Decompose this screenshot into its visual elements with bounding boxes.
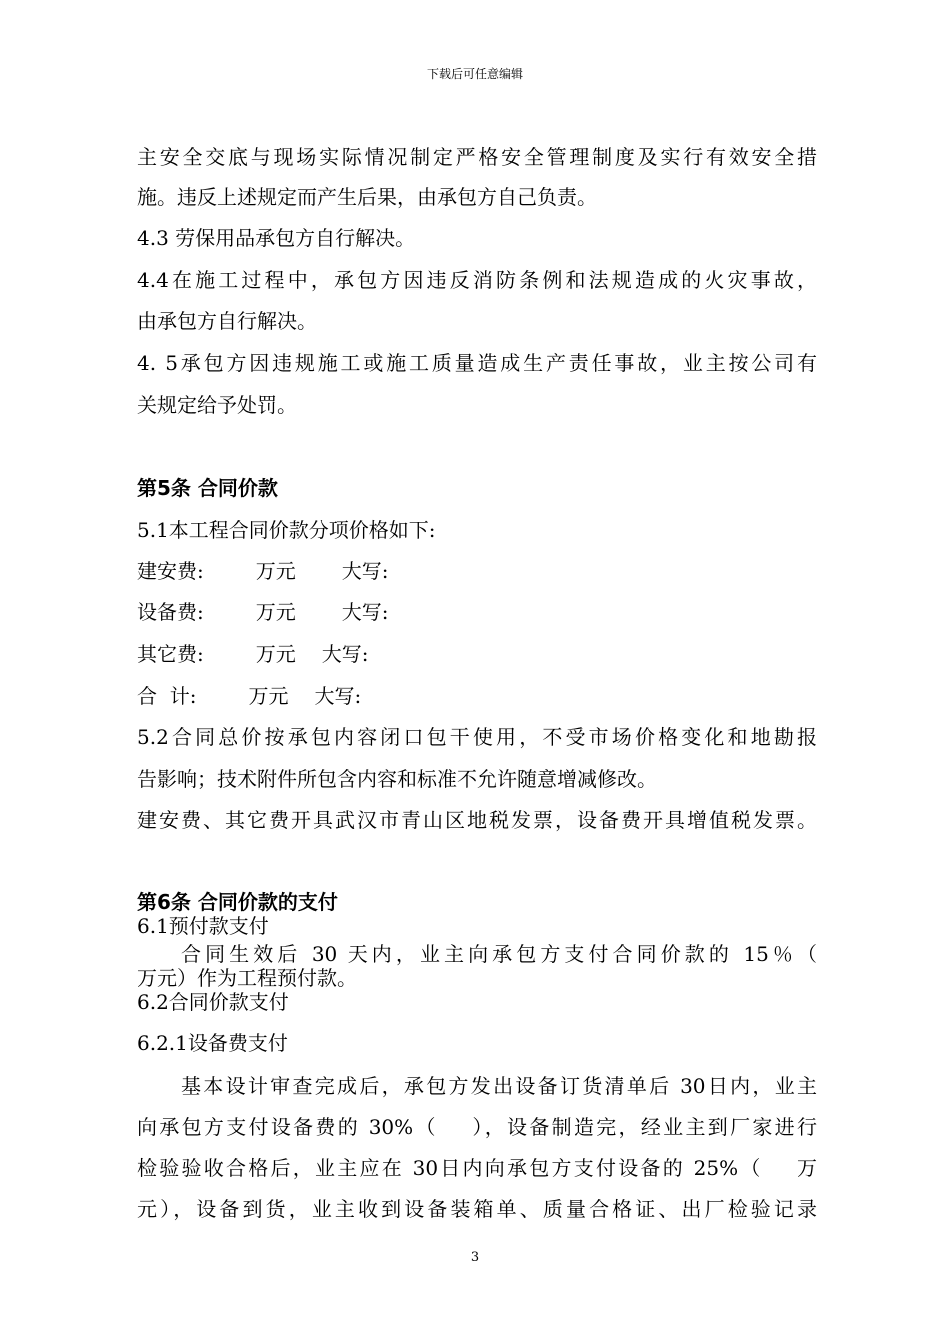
- invoice-note: 建安费、其它费开具武汉市青山区地税发票，设备费开具增值税发票。: [137, 808, 817, 832]
- paragraph-line: 检验验收合格后，业主应在 30日内向承包方支付设备的 25%（ 万: [137, 1156, 817, 1180]
- paragraph-line: 万元）作为工程预付款。: [137, 966, 357, 990]
- fee-label: 建安费:: [137, 559, 204, 583]
- fee-unit: 万元: [248, 684, 289, 708]
- clause-6-1: 6.1预付款支付: [137, 914, 269, 938]
- fee-unit: 万元: [255, 642, 296, 666]
- fee-caps: 大写:: [314, 684, 362, 708]
- page-number: 3: [470, 1250, 480, 1265]
- fee-row-equipment: [137, 598, 389, 626]
- fee-row-construction: [137, 557, 389, 585]
- clause-4-5: 4. 5承包方因违规施工或施工质量造成生产责任事故，业主按公司有: [137, 351, 817, 375]
- paragraph-line: 向承包方支付设备费的 30%（ ），设备制造完，经业主到厂家进行: [137, 1115, 817, 1139]
- fee-row-total: [137, 682, 361, 710]
- clause-4-3: 4.3 劳保用品承包方自行解决。: [137, 226, 416, 250]
- clause-4-4: 4.4在施工过程中，承包方因违反消防条例和法规造成的火灾事故，: [137, 268, 817, 292]
- fee-unit: 万元: [255, 559, 296, 583]
- paragraph-line: 关规定给予处罚。: [137, 393, 297, 417]
- clause-6-2: 6.2合同价款支付: [137, 990, 289, 1014]
- clause-5-2: 5.2合同总价按承包内容闭口包干使用，不受市场价格变化和地勘报: [137, 725, 817, 749]
- clause-6-2-1: 6.2.1设备费支付: [137, 1031, 288, 1055]
- fee-row-other: [137, 640, 369, 668]
- paragraph-line: 元），设备到货，业主收到设备装箱单、质量合格证、出厂检验记录: [137, 1197, 817, 1221]
- paragraph-line: 基本设计审查完成后，承包方发出设备订货清单后 30日内，业主: [181, 1074, 817, 1098]
- fee-label: 其它费:: [137, 642, 204, 666]
- fee-caps: 大写:: [321, 642, 369, 666]
- section-heading-5: 第5条 合同价款: [137, 476, 278, 500]
- clause-5-1: 5.1本工程合同价款分项价格如下:: [137, 518, 436, 542]
- page-header: 下载后可任意编辑: [426, 67, 523, 81]
- fee-caps: 大写:: [341, 600, 389, 624]
- fee-unit: 万元: [255, 600, 296, 624]
- paragraph-line: 合同生效后 30 天内，业主向承包方支付合同价款的 15％（: [181, 942, 817, 966]
- paragraph-line: 主安全交底与现场实际情况制定严格安全管理制度及实行有效安全措: [137, 145, 817, 169]
- paragraph-line: 施。违反上述规定而产生后果，由承包方自己负责。: [137, 185, 597, 209]
- paragraph-line: 告影响；技术附件所包含内容和标准不允许随意增减修改。: [137, 767, 657, 791]
- fee-label: 合 计:: [137, 684, 197, 708]
- paragraph-line: 由承包方自行解决。: [137, 309, 317, 333]
- section-heading-6: 第6条 合同价款的支付: [137, 890, 338, 914]
- fee-label: 设备费:: [137, 600, 204, 624]
- fee-caps: 大写:: [341, 559, 389, 583]
